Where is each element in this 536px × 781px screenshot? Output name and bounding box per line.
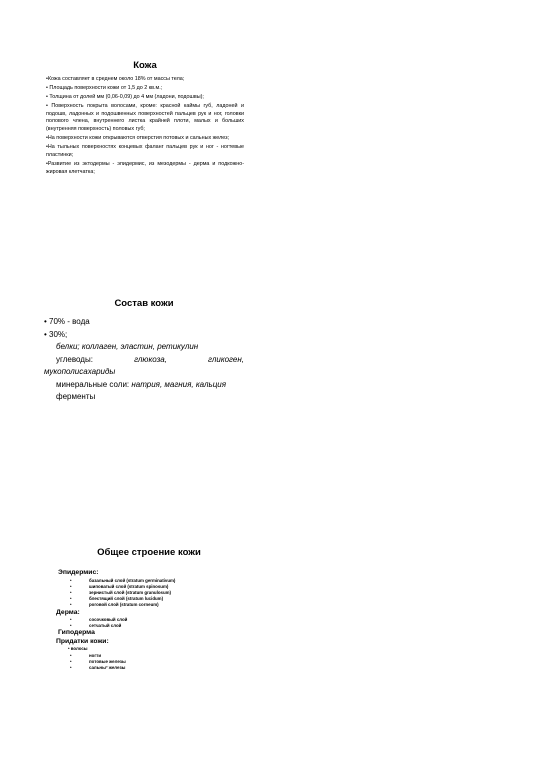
list-item: • зернистый слой (stratum granulosum) xyxy=(54,590,244,596)
dermis-layers xyxy=(54,617,244,629)
skin-bullet: • Поверхность покрыта волосами, кроме: красной каймы губ, ладоней и подошв, ладонных и подошвенных поверхностей пальцев рук и ног, головки полового члена, внутреннего листка крайней плоти, малых и больших (внутренняя поверхность) половых губ; xyxy=(46,103,244,133)
list-item: • базальный слой (stratum germinativum) xyxy=(54,578,244,584)
skin-section xyxy=(46,60,244,178)
list-item: • роговой слой (stratum corneum) xyxy=(54,602,244,608)
proteins-line: белки; коллаген, эластин, ретикулин xyxy=(56,342,199,351)
carbs-line xyxy=(44,354,244,367)
appendages-list xyxy=(54,653,244,672)
list-item: • потовые железы xyxy=(54,659,244,665)
epidermis-heading: Эпидермис: xyxy=(58,569,99,576)
composition-title: Состав кожи xyxy=(114,298,174,309)
minerals-label: минеральные соли: xyxy=(56,379,132,389)
skin-bullet: • Площадь поверхности кожи от 1,5 до 2 кв.м.; xyxy=(46,85,163,92)
list-item: • сетчатый слой xyxy=(54,623,244,629)
other-line: • 30%; xyxy=(44,329,68,339)
carbs-label: углеводы: xyxy=(56,354,93,364)
carbs-glucose: глюкоза, xyxy=(134,354,167,364)
skin-bullet: •Развитие из эктодермы - эпидермис, из мезодермы - дерма и подкожно-жировая клетчатка; xyxy=(46,160,244,175)
dermis-heading: Дерма: xyxy=(56,608,80,616)
skin-bullet: •На тыльных поверхностях концевых фаланг пальцев рук и ног - ногтевые пластинки; xyxy=(46,144,244,158)
list-item: • блестящий слой (stratum lucidum) xyxy=(54,596,244,602)
carbs-glycogen: гликоген, xyxy=(208,354,244,364)
minerals-line xyxy=(44,379,244,392)
list-item: • ногти xyxy=(54,653,244,659)
skin-bullet: •Кожа составляет в среднем около 18% от массы тела; xyxy=(46,76,185,82)
enzymes-line: ферменты xyxy=(56,392,96,401)
epidermis-layers xyxy=(54,578,244,609)
skin-title: Кожа xyxy=(133,60,157,71)
hypodermis-heading: Гиподерма xyxy=(58,629,95,637)
composition-section xyxy=(44,298,244,404)
list-item: • сосочковый слой xyxy=(54,617,244,623)
water-line: • 70% - вода xyxy=(44,317,90,326)
skin-bullet: •На поверхности кожи открываются отверстия потовых и сальных желез; xyxy=(46,135,230,142)
structure-title: Общее строение кожи xyxy=(97,547,201,558)
appendages-heading: Придатки кожи: xyxy=(56,637,109,645)
list-item: • сальны° железы xyxy=(54,665,244,671)
skin-bullet: • Толщина от долей мм (0,06-0,09) до 4 мм (ладони, подошвы); xyxy=(46,94,204,101)
structure-section xyxy=(54,547,244,671)
appendages-hair: • волосы xyxy=(68,646,88,652)
list-item: • шиповатый слой (stratum spinosum) xyxy=(54,584,244,590)
carbs-continuation: мукополисахариды xyxy=(44,367,116,376)
minerals-list: натрия, магния, кальция xyxy=(131,379,227,389)
